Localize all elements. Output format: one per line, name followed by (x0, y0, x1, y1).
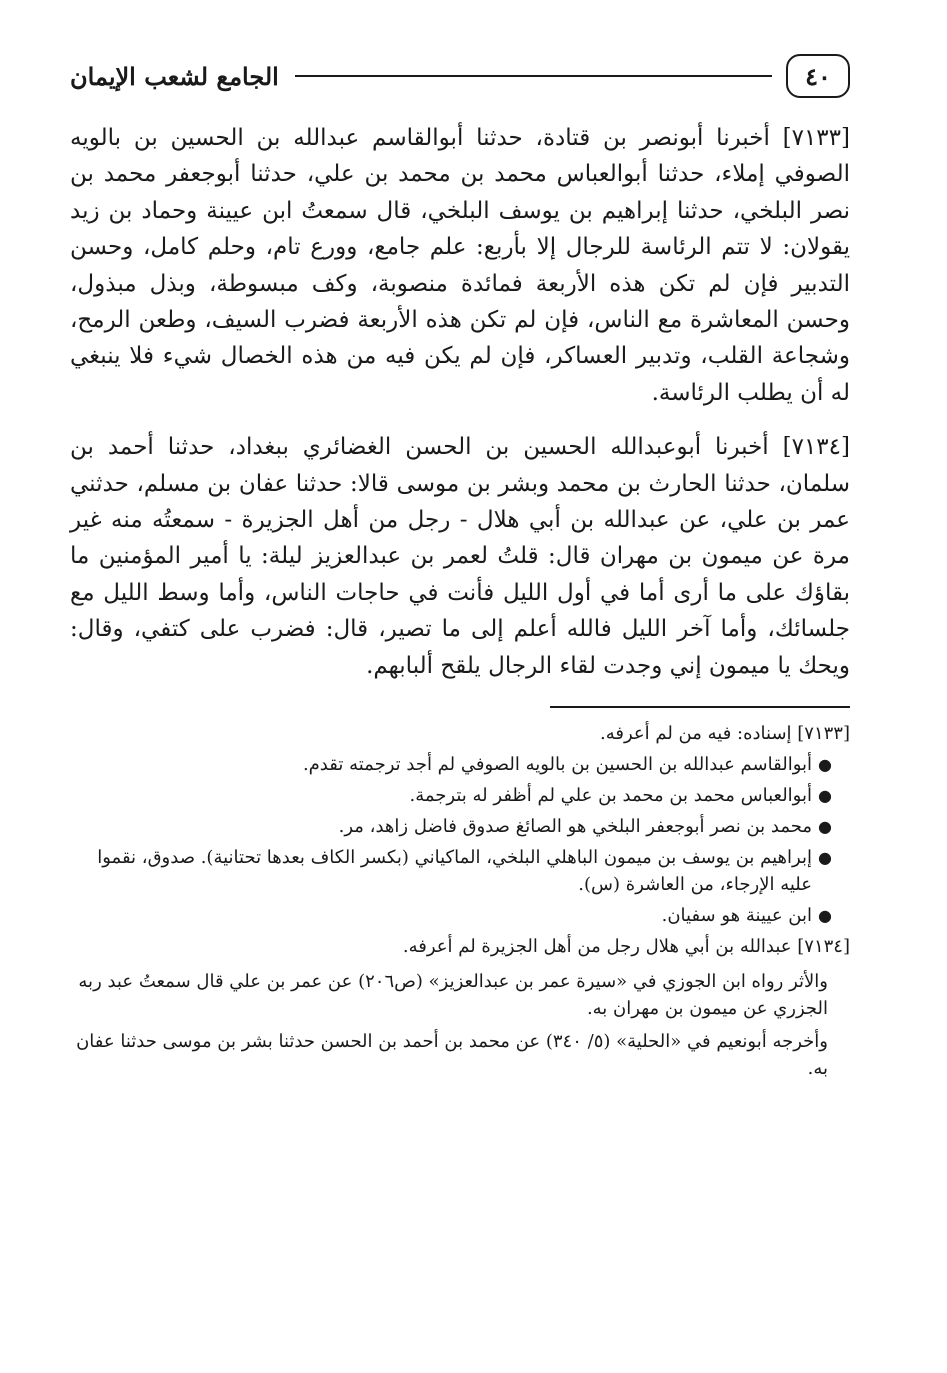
footnotes (70, 720, 850, 1082)
list-item (70, 902, 832, 929)
footnote-7133-heading: [٧١٣٣] إسناده: فيه من لم أعرفه. (600, 723, 850, 745)
footnote-item-text: أبوالعباس محمد بن محمد بن علي لم أظفر له بترجمة. (409, 785, 812, 807)
page-number: ٤٠ (805, 61, 831, 91)
header-rule (295, 75, 772, 77)
footnote-7134-source-1: والأثر رواه ابن الجوزي في «سيرة عمر بن عبدالعزيز» (ص٢٠٦) عن عمر بن علي قال سمعتُ عبد ربه الجزري عن ميمون بن مهران به. (78, 971, 828, 1020)
footnote-7134-heading: [٧١٣٤] عبدالله بن أبي هلال رجل من أهل الجزيرة لم أعرفه. (402, 936, 850, 958)
bullet-icon: ● (818, 848, 832, 868)
book-title: الجامع لشعب الإيمان (70, 61, 279, 91)
footnote-divider (550, 706, 850, 708)
footnote-7134-source-2: وأخرجه أبونعيم في «الحلية» (٥/ ٣٤٠) عن محمد بن أحمد بن الحسن حدثنا بشر بن موسى حدثنا عفان به. (76, 1031, 828, 1080)
footnote-7133-list (70, 751, 832, 929)
hadith-7134-paragraph: [٧١٣٤] أخبرنا أبوعبدالله الحسين بن الحسن الغضائري ببغداد، حدثنا أحمد بن سلمان، حدثنا الحارث بن محمد وبشر بن موسى قالا: حدثنا عفان بن مسلم، حدثني عمر بن علي، عن عبدالله بن أبي هلال - رجل من أهل الجزيرة - سمعتُه منه غير مرة عن ميمون بن مهران قال: قلتُ لعمر بن عبدالعزيز ليلة: يا أمير المؤمنين ما بقاؤك على ما أرى أما في أول الليل فأنت في حاجات الناس، وأما وسط الليل مع جلسائك، وأما آخر الليل فالله أعلم إلى ما تصير، قال: فضرب على كتفي، وقال: ويحك يا ميمون إني وجدت لقاء الرجال يلقح ألبابهم. (70, 434, 850, 679)
footnote-item-text: إبراهيم بن يوسف بن ميمون الباهلي البلخي، الماكياني (بكسر الكاف بعدها تحتانية). صدوق، نقموا عليه الإرجاء، من العاشرة (س). (97, 847, 812, 896)
bullet-icon: ● (818, 817, 832, 837)
page-number-badge (786, 54, 850, 98)
main-text (70, 120, 850, 684)
bullet-icon: ● (818, 906, 832, 926)
bullet-icon: ● (818, 786, 832, 806)
footnote-item-text: ابن عيينة هو سفيان. (661, 905, 812, 927)
footnote-item-text: محمد بن نصر أبوجعفر البلخي هو الصائغ صدوق فاضل زاهد، مر. (338, 816, 812, 838)
bullet-icon: ● (818, 755, 832, 775)
list-item (70, 751, 832, 778)
book-page (70, 50, 850, 1088)
footnote-7134-body (70, 968, 828, 1082)
list-item (70, 813, 832, 840)
footnote-item-text: أبوالقاسم عبدالله بن الحسين بن بالويه الصوفي لم أجد ترجمته تقدم. (302, 754, 812, 776)
list-item (70, 844, 832, 898)
list-item (70, 782, 832, 809)
hadith-7133-paragraph: [٧١٣٣] أخبرنا أبونصر بن قتادة، حدثنا أبوالقاسم عبدالله بن الحسين بن بالويه الصوفي إملاء، حدثنا أبوالعباس محمد بن محمد بن علي، حدثنا أبوجعفر محمد بن نصر البلخي، حدثنا إبراهيم بن يوسف البلخي، قال سمعتُ ابن عيينة وحماد بن زيد يقولان: لا تتم الرئاسة للرجال إلا بأربع: علم جامع، وورع تام، وحلم كامل، وحسن التدبير فإن لم تكن هذه الأربعة فمائدة منصوبة، وكف مبسوطة، وبذل مبذول، وحسن المعاشرة مع الناس، فإن لم تكن هذه الأربعة فضرب السيف، وطعن الرمح، وشجاعة القلب، وتدبير العساكر، فإن لم يكن فيه من هذه الخصال شيء فلا ينبغي له أن يطلب الرئاسة. (70, 125, 850, 406)
page-header (70, 50, 850, 102)
